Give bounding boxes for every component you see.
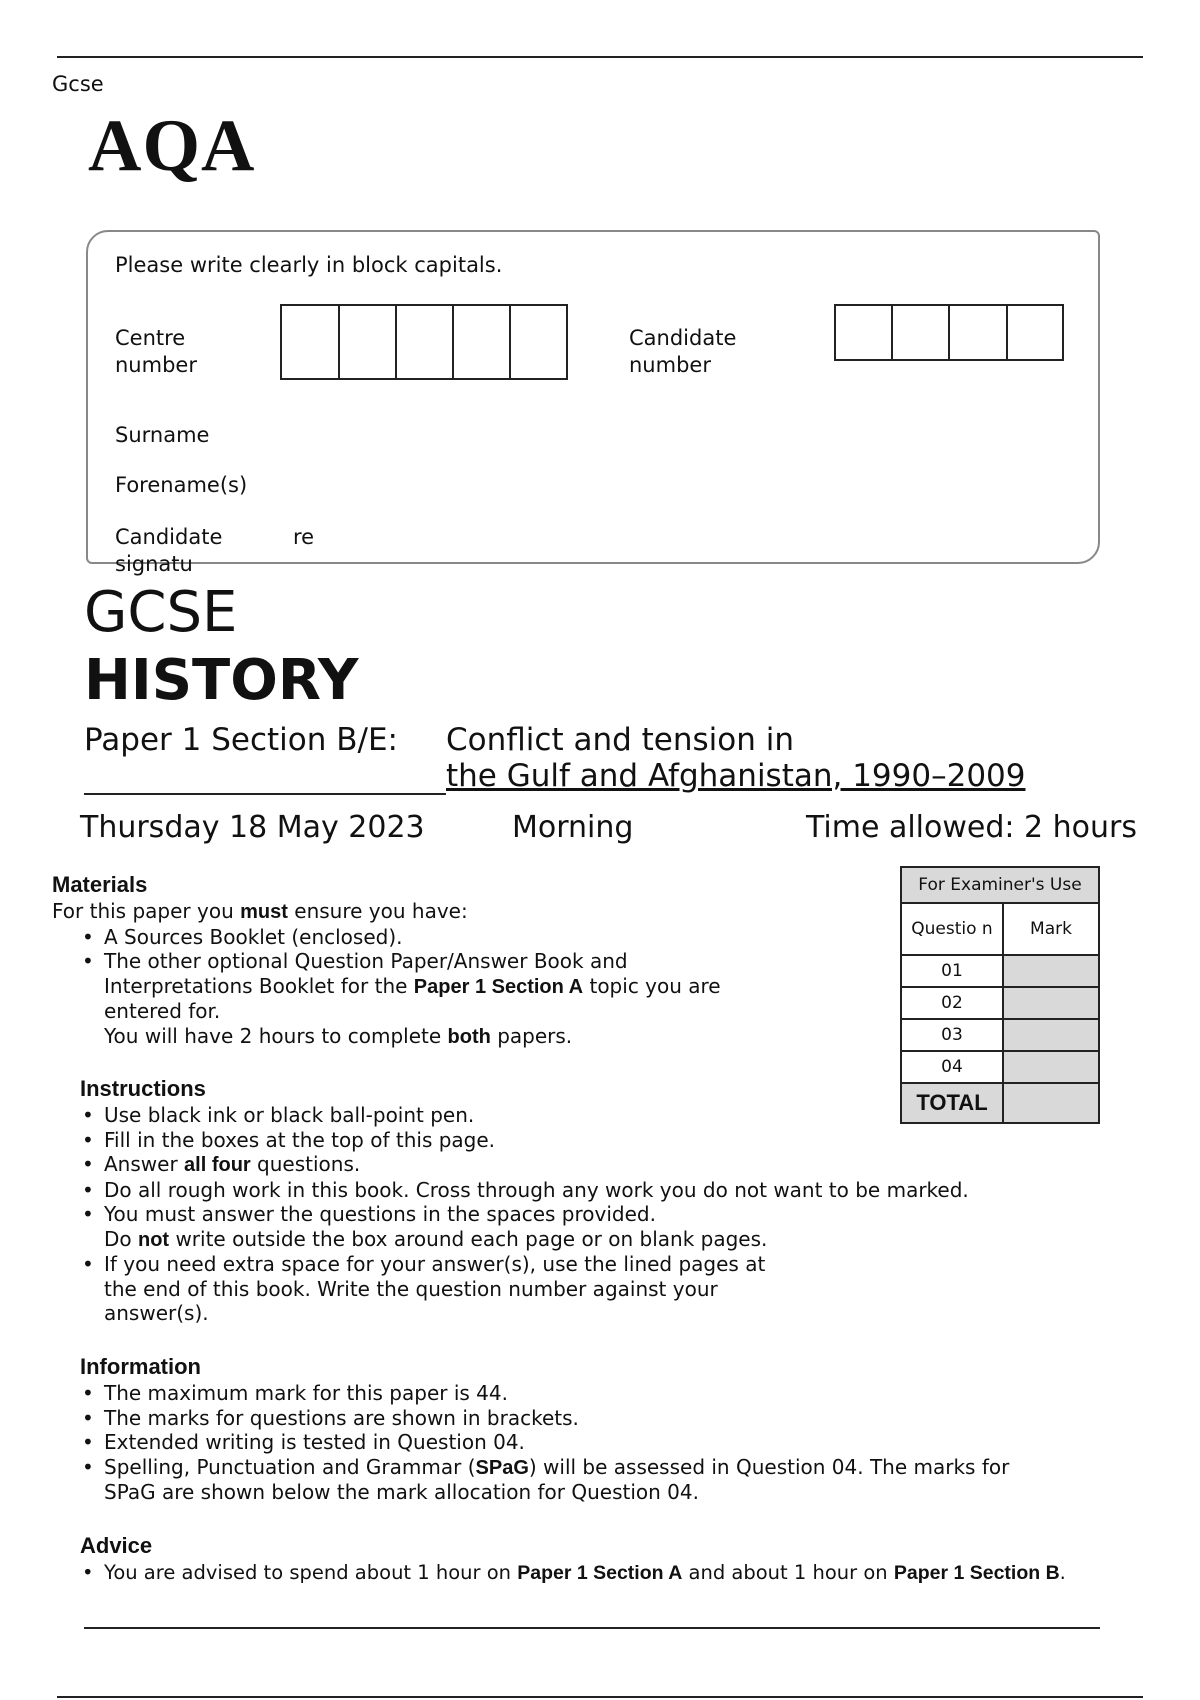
examiner-question-number: 01 (901, 955, 1003, 987)
materials-item-emphasis: Paper 1 Section A (413, 975, 584, 998)
materials-item-text: topic you are entered for. (104, 973, 721, 1023)
examiner-question-number: 03 (901, 1019, 1003, 1051)
centre-number-box[interactable] (340, 306, 397, 378)
instruction-text: Do (104, 1226, 138, 1251)
advice-text: You are advised to spend about 1 hour on (104, 1561, 518, 1584)
materials-item: • A Sources Booklet (enclosed). (80, 925, 772, 950)
surname-label: Surname (115, 423, 210, 447)
centre-number-box[interactable] (454, 306, 511, 378)
instruction-note (80, 1227, 1120, 1253)
title-rule (84, 793, 446, 795)
examiner-mark-cell (1003, 1051, 1099, 1083)
materials-note-text: You will have 2 hours to complete (104, 1023, 448, 1048)
signature-label: Candidate signatu (115, 525, 223, 576)
materials-note-text: papers. (490, 1023, 573, 1048)
information-item (80, 1455, 1040, 1505)
advice-emphasis: Paper 1 Section B (893, 1562, 1060, 1584)
candidate-number-boxes[interactable] (834, 304, 1064, 361)
instruction-item: • Fill in the boxes at the top of this page. (80, 1128, 1120, 1153)
instruction-emphasis: not (138, 1228, 170, 1251)
top-rule (57, 56, 1143, 58)
information-text: Spelling, Punctuation and Grammar ( (104, 1454, 476, 1479)
bottom-rule (57, 1696, 1143, 1698)
instruction-emphasis: all four (184, 1154, 251, 1176)
advice-section (80, 1561, 1160, 1586)
examiner-mark-cell (1003, 955, 1099, 987)
information-text: ) will be assessed in Question 04. The marks for SPaG are shown below the mark allocation for Question 04. (104, 1454, 1010, 1504)
qualification-title: GCSE (84, 580, 238, 645)
exam-date: Thursday 18 May 2023 (80, 810, 425, 845)
signature-label-continued: re (293, 525, 315, 549)
block-capitals-instruction: Please write clearly in block capitals. (115, 253, 503, 277)
materials-intro-emphasis: must (240, 901, 288, 923)
aqa-logo: AQA (88, 105, 256, 187)
forenames-label: Forename(s) (115, 473, 248, 497)
examiner-col-mark: Mark (1003, 903, 1099, 955)
lower-rule (84, 1627, 1100, 1629)
instructions-heading: Instructions (80, 1076, 206, 1101)
instruction-text: Answer (104, 1152, 185, 1176)
materials-intro-text: For this paper you (52, 899, 241, 923)
materials-heading: Materials (52, 872, 148, 897)
information-section (80, 1381, 1040, 1505)
materials-item (80, 949, 772, 1024)
time-allowed: Time allowed: 2 hours (806, 810, 1138, 845)
candidate-number-box[interactable] (836, 306, 893, 359)
paper-label: Paper 1 Section B/E: (84, 722, 398, 758)
advice-text: . (1059, 1561, 1066, 1584)
examiner-mark-cell (1003, 987, 1099, 1019)
instruction-item (80, 1152, 1120, 1178)
information-heading: Information (80, 1354, 201, 1379)
topic-line-1: Conflict and tension in (446, 722, 794, 758)
centre-number-box[interactable] (282, 306, 340, 378)
candidate-number-box[interactable] (1008, 306, 1062, 359)
candidate-details-box (86, 230, 1100, 564)
information-emphasis: SPaG (475, 1456, 529, 1479)
advice-item (80, 1561, 1160, 1586)
centre-number-label: Centre number (115, 326, 197, 377)
examiner-question-number: 04 (901, 1051, 1003, 1083)
materials-intro (52, 899, 772, 925)
instruction-text: questions. (250, 1152, 361, 1176)
examiner-use-table (900, 866, 1100, 1124)
centre-number-boxes[interactable] (280, 304, 568, 380)
exam-session: Morning (512, 810, 634, 845)
examiner-question-number: 02 (901, 987, 1003, 1019)
centre-number-box[interactable] (397, 306, 454, 378)
candidate-number-box[interactable] (893, 306, 950, 359)
centre-number-box[interactable] (511, 306, 566, 378)
instruction-item: • If you need extra space for your answer(s), use the lined pages at the end of this book. Write the question number against your answer(s). (80, 1252, 780, 1326)
examiner-mark-cell (1003, 1019, 1099, 1051)
materials-item-text: The other optional Question Paper/Answer Book and Interpretations Booklet for the (104, 949, 628, 998)
header-small-label: Gcse (52, 72, 104, 96)
candidate-number-box[interactable] (950, 306, 1008, 359)
subject-title: HISTORY (84, 648, 359, 713)
information-item: • The marks for questions are shown in brackets. (80, 1406, 1040, 1431)
advice-text: and about 1 hour on (682, 1561, 894, 1584)
materials-section (52, 899, 772, 1049)
examiner-table-header: For Examiner's Use (901, 867, 1099, 903)
advice-heading: Advice (80, 1533, 153, 1558)
materials-intro-text: ensure you have: (287, 899, 468, 923)
instruction-item: • You must answer the questions in the spaces provided. (80, 1202, 1120, 1227)
advice-emphasis: Paper 1 Section A (517, 1562, 683, 1584)
materials-note-emphasis: both (447, 1025, 491, 1048)
instruction-item: • Use black ink or black ball-point pen. (80, 1103, 1120, 1128)
candidate-number-label: Candidate number (629, 326, 737, 377)
instruction-text: write outside the box around each page or on blank pages. (169, 1226, 768, 1251)
information-item: • Extended writing is tested in Question 04. (80, 1430, 1040, 1455)
instruction-item: • Do all rough work in this book. Cross through any work you do not want to be marked. (80, 1178, 1120, 1203)
topic-line-2: the Gulf and Afghanistan, 1990–2009 (446, 758, 1026, 794)
information-item: • The maximum mark for this paper is 44. (80, 1381, 1040, 1406)
instructions-section (80, 1103, 1120, 1326)
examiner-col-question: Questio n (901, 903, 1003, 955)
materials-note (80, 1024, 772, 1050)
examiner-total-label: TOTAL (901, 1083, 1003, 1123)
